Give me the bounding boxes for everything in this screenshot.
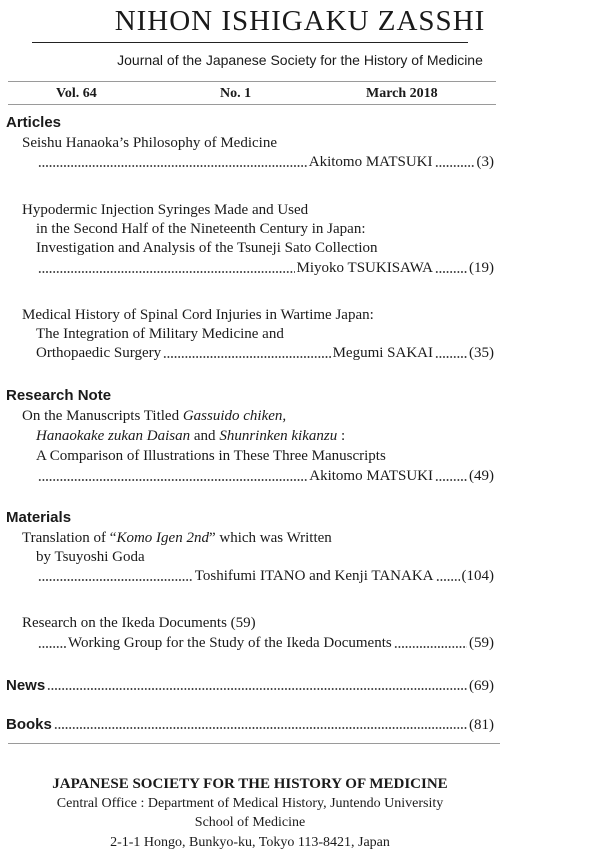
article-3-byline [36, 344, 494, 363]
leader-dots [38, 645, 66, 649]
research-note-byline [36, 467, 494, 486]
issue-rule-bottom [8, 104, 496, 105]
research-note-title-line-2: Hanaokake zukan Daisan and Shunrinken kikanzu : [36, 428, 346, 444]
leader-dots [47, 687, 467, 691]
manuscript-title: Shunrinken kikanzu [219, 428, 338, 444]
leader-dots [435, 478, 467, 482]
article-1-byline [36, 153, 494, 172]
leader-dots [436, 578, 460, 582]
section-heading-books: Books [6, 716, 52, 733]
manuscript-title: Hanaokake zukan Daisan [36, 428, 191, 444]
article-1-title: Seishu Hanaoka’s Philosophy of Medicine [22, 135, 277, 151]
article-3-title-line-1: Medical History of Spinal Cord Injuries in Wartime Japan: [22, 307, 374, 323]
section-heading-research-note: Research Note [6, 387, 112, 404]
article-2-title-line-3: Investigation and Analysis of the Tsuneji Sato Collection [36, 240, 378, 256]
article-3-title-line-2: The Integration of Military Medicine and [36, 326, 284, 342]
article-2-page: (19) [469, 260, 494, 276]
materials-2-title: Research on the Ikeda Documents (59) [22, 615, 256, 631]
section-heading-articles: Articles [6, 114, 62, 131]
materials-1-byline [36, 567, 494, 586]
materials-1-author: Toshifumi ITANO and Kenji TANAKA [194, 568, 434, 584]
title-rule [32, 42, 468, 43]
leader-dots [38, 164, 307, 168]
article-2-author: Miyoko TSUKISAWA [296, 260, 433, 276]
manuscript-title: Gassuido chiken, [182, 408, 287, 424]
article-2-title-line-1: Hypodermic Injection Syringes Made and Used [22, 202, 309, 218]
materials-2-author: Working Group for the Study of the Ikeda Documents [68, 635, 392, 651]
materials-1-page: (104) [461, 568, 494, 584]
issue-rule-top [8, 81, 496, 82]
issue-date: March 2018 [366, 86, 438, 101]
office-address-line-1: Central Office : Department of Medical History, Juntendo University [56, 796, 444, 811]
books-entry [6, 715, 494, 734]
journal-title: NIHON ISHIGAKU ZASSHI [114, 5, 486, 37]
research-note-title-line-3: A Comparison of Illustrations in These Three Manuscripts [36, 448, 386, 464]
article-3-title-line-3: Orthopaedic Surgery [36, 345, 162, 361]
section-heading-news: News [6, 677, 46, 694]
leader-dots [38, 578, 193, 582]
society-name: JAPANESE SOCIETY FOR THE HISTORY OF MEDICINE [52, 776, 448, 792]
books-page: (81) [469, 717, 494, 733]
research-note-page: (49) [469, 468, 494, 484]
footer-rule [8, 743, 500, 744]
article-1-page: (3) [476, 154, 494, 170]
leader-dots [38, 478, 307, 482]
article-1-author: Akitomo MATSUKI [308, 154, 433, 170]
article-2-title-line-2: in the Second Half of the Nineteenth Century in Japan: [36, 221, 366, 237]
materials-1-title-line-1: Translation of “Komo Igen 2nd” which was Written [22, 530, 332, 546]
article-3-author: Megumi SAKAI [332, 345, 433, 361]
office-address-line-3: 2-1-1 Hongo, Bunkyo-ku, Tokyo 113-8421, Japan [110, 835, 390, 850]
number-label: No. 1 [220, 86, 252, 101]
journal-subtitle: Journal of the Japanese Society for the History of Medicine [117, 52, 483, 68]
section-heading-materials: Materials [6, 509, 72, 526]
work-title: Komo Igen 2nd [116, 530, 209, 546]
article-2-byline [36, 259, 494, 278]
leader-dots [435, 355, 467, 359]
article-3-page: (35) [469, 345, 494, 361]
leader-dots [38, 270, 295, 274]
leader-dots [435, 164, 475, 168]
news-entry [6, 676, 494, 695]
materials-1-title-line-2: by Tsuyoshi Goda [36, 549, 145, 565]
volume-label: Vol. 64 [56, 86, 97, 101]
leader-dots [435, 270, 467, 274]
materials-2-page: (59) [469, 635, 494, 651]
research-note-title-line-1: On the Manuscripts Titled Gassuido chiken, [22, 408, 287, 424]
office-address-line-2: School of Medicine [194, 815, 306, 830]
research-note-author: Akitomo MATSUKI [309, 468, 433, 484]
leader-dots [394, 645, 467, 649]
leader-dots [163, 355, 330, 359]
leader-dots [54, 726, 467, 730]
materials-2-byline [36, 634, 494, 653]
news-page: (69) [469, 678, 494, 694]
